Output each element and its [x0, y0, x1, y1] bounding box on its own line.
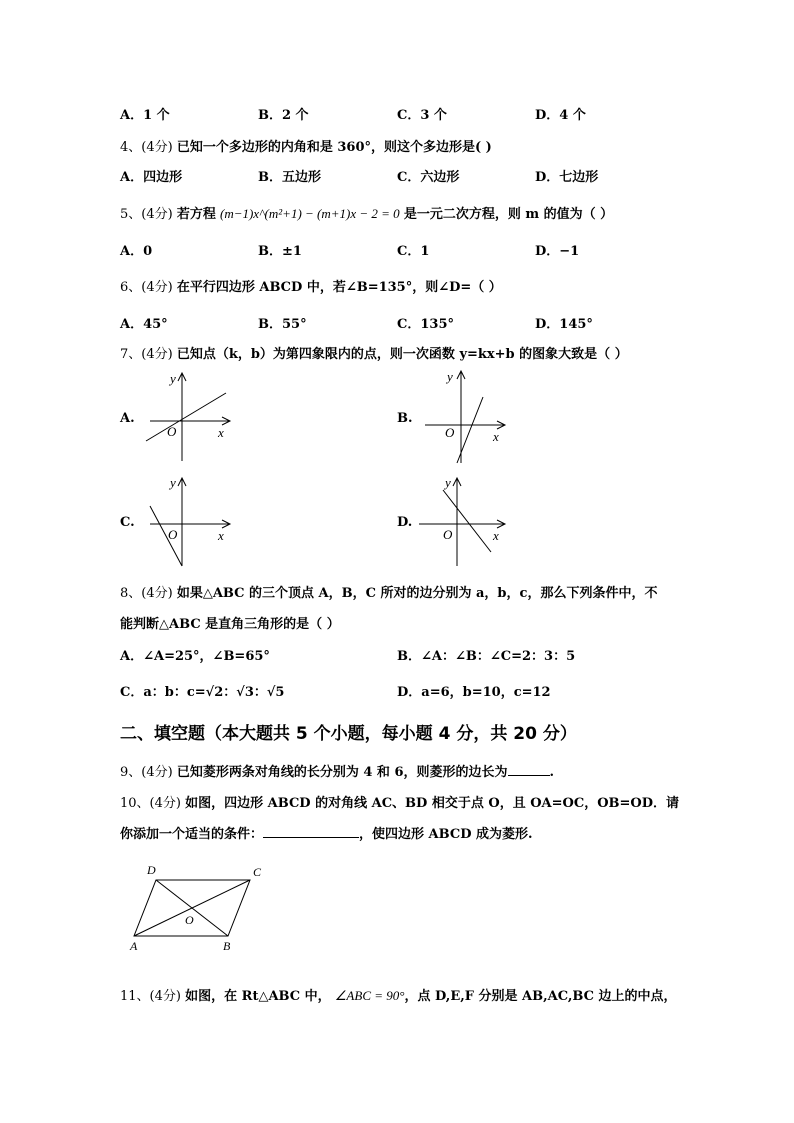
q11-pre: 如图，在 Rt△ABC 中，	[185, 989, 331, 1004]
vertex-b-label: B	[223, 939, 231, 953]
q4-option-a: A．四边形	[120, 170, 183, 185]
q8-sqrt5: √5	[266, 685, 285, 700]
origin-label: O	[167, 424, 177, 439]
q5-post: 是一元二次方程，则 m 的值为（ ）	[403, 207, 614, 222]
function-line	[443, 490, 491, 552]
section-2-title: 二、填空题（本大题共 5 个小题，每小题 4 分，共 20 分）	[120, 724, 577, 744]
q5-option-d: D．−1	[535, 244, 580, 259]
function-line	[146, 393, 226, 441]
origin-label: O	[168, 527, 178, 542]
q10-line2	[120, 823, 533, 842]
q3-option-c: C．3 个	[397, 108, 447, 123]
q7-text: 已知点（k，b）为第四象限内的点，则一次函数 y=kx+b 的图象大致是（ ）	[176, 347, 628, 362]
q7-option-b-label: B.	[397, 411, 413, 426]
q7-graph-d	[415, 470, 515, 570]
x-axis-label: x	[493, 528, 499, 543]
q10-line2-post: ，使四边形 ABCD 成为菱形.	[359, 827, 533, 842]
q8-option-d: D．a=6，b=10，c=12	[397, 685, 551, 700]
question-8	[120, 582, 657, 601]
x-axis-label: x	[218, 528, 224, 543]
q10-answer-blank[interactable]	[263, 825, 359, 838]
q5-number: 5、(4分)	[120, 207, 173, 222]
q8-number: 8、(4分)	[120, 586, 173, 601]
y-axis-label: y	[170, 475, 176, 490]
q10-line2-pre: 你添加一个适当的条件：	[120, 827, 264, 842]
question-10	[120, 792, 679, 811]
question-11	[120, 985, 676, 1004]
q8-sep1: ：	[223, 685, 237, 700]
diagonal-bd	[156, 880, 228, 936]
q8-line2: 能判断△ABC 是直角三角形的是（ ）	[120, 617, 340, 632]
q11-post: ，点 D,E,F 分别是 AB,AC,BC 边上的中点，	[404, 989, 677, 1004]
q3-option-d: D．4 个	[535, 108, 586, 123]
x-axis-label: x	[218, 425, 224, 440]
q5-option-c: C．1	[397, 244, 430, 259]
q6-option-b: B．55°	[258, 317, 307, 332]
q10-parallelogram-figure	[122, 858, 282, 954]
q6-option-c: C．135°	[397, 317, 454, 332]
q9-end: .	[549, 765, 555, 780]
y-axis-label: y	[170, 371, 176, 386]
q4-number: 4、(4分)	[120, 140, 173, 155]
vertex-a-label: A	[130, 939, 138, 953]
origin-label: O	[445, 425, 455, 440]
q7-graph-a	[140, 365, 240, 465]
q9-number: 9、(4分)	[120, 765, 173, 780]
q5-equation: (m−1)x^(m²+1) − (m+1)x − 2 = 0	[219, 206, 400, 221]
question-7	[120, 343, 628, 362]
q7-option-a-label: A.	[120, 411, 135, 426]
q7-number: 7、(4分)	[120, 347, 173, 362]
vertex-d-label: D	[147, 863, 156, 877]
question-5	[120, 203, 613, 222]
q6-number: 6、(4分)	[120, 280, 173, 295]
q7-graph-c	[140, 470, 240, 570]
q4-option-c: C．六边形	[397, 170, 460, 185]
question-9	[120, 761, 554, 780]
q3-option-b: B．2 个	[258, 108, 309, 123]
q5-option-b: B．±1	[258, 244, 302, 259]
q4-option-b: B．五边形	[258, 170, 321, 185]
q11-number: 11、(4分)	[120, 989, 181, 1004]
origin-label: O	[443, 527, 453, 542]
y-axis-label: y	[447, 369, 453, 384]
q8-sep2: ：	[253, 685, 267, 700]
q8-sqrt2: √2	[205, 685, 224, 700]
q5-option-a: A．0	[120, 244, 153, 259]
q6-option-d: D．145°	[535, 317, 593, 332]
y-axis-label: y	[445, 475, 451, 490]
q7-option-d-label: D.	[397, 515, 413, 530]
q6-option-a: A．45°	[120, 317, 168, 332]
vertex-c-label: C	[253, 865, 262, 879]
q4-text: 已知一个多边形的内角和是 360°，则这个多边形是( )	[176, 140, 492, 155]
q8-option-b: B．∠A：∠B：∠C=2：3：5	[397, 649, 576, 664]
question-6	[120, 276, 502, 295]
q8-sqrt3: √3	[236, 685, 254, 700]
q8-option-a: A．∠A=25°，∠B=65°	[120, 649, 270, 664]
center-o-label: O	[185, 913, 194, 927]
q8-option-c-pre: C．a：b：c=	[120, 685, 206, 700]
q8-line1: 如果△ABC 的三个顶点 A，B，C 所对的边分别为 a，b，c，那么下列条件中，不	[176, 586, 658, 601]
question-4	[120, 136, 492, 155]
q11-angle: ∠ABC = 90°	[334, 988, 405, 1003]
q4-option-d: D．七边形	[535, 170, 599, 185]
x-axis-label: x	[493, 429, 499, 444]
q10-line1: 如图，四边形 ABCD 的对角线 AC、BD 相交于点 O，且 OA=OC，OB=OD．请	[185, 796, 679, 811]
q7-option-c-label: C.	[120, 515, 135, 530]
q8-option-c	[120, 681, 284, 700]
q7-graph-b	[415, 365, 515, 465]
q5-pre: 若方程	[176, 207, 216, 222]
q10-number: 10、(4分)	[120, 796, 181, 811]
q6-text: 在平行四边形 ABCD 中，若∠B=135°，则∠D=（ ）	[176, 280, 502, 295]
q9-answer-blank[interactable]	[508, 763, 550, 776]
q9-text: 已知菱形两条对角线的长分别为 4 和 6，则菱形的边长为	[176, 765, 508, 780]
q3-option-a: A．1 个	[120, 108, 170, 123]
